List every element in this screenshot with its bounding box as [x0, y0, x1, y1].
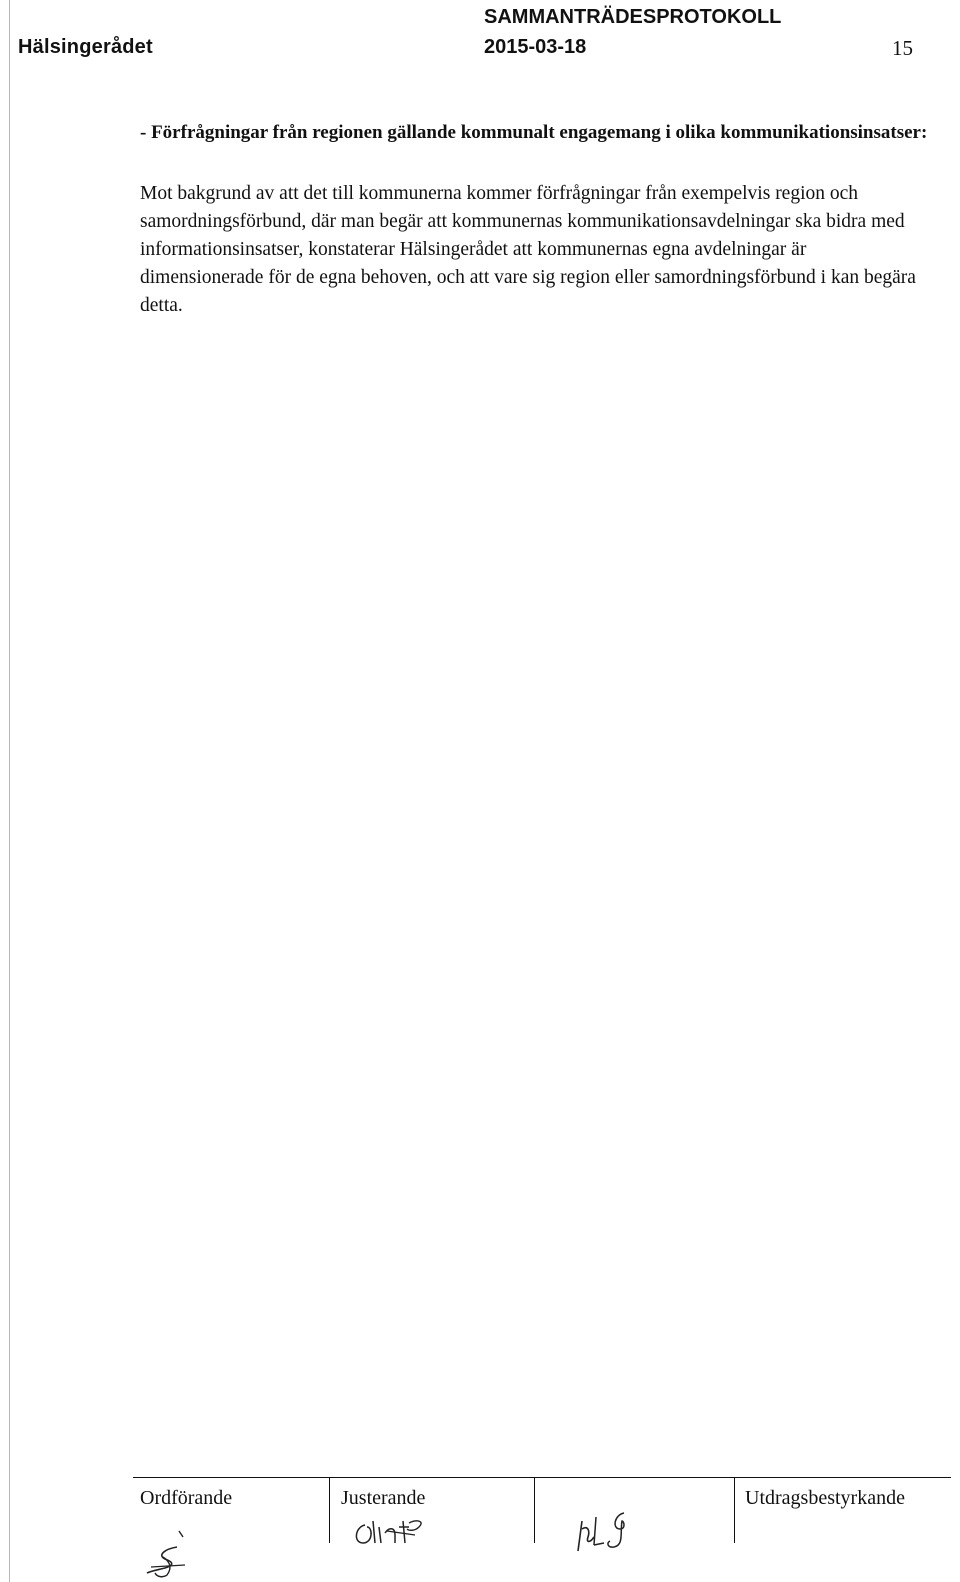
organization-name: Hälsingerådet [18, 36, 153, 58]
adjuster-signature-cell [329, 1477, 534, 1582]
adjuster-second-signature-cell [534, 1477, 734, 1582]
adjuster-second-signature [564, 1507, 644, 1557]
meeting-date: 2015-03-18 [484, 36, 587, 58]
chair-signature [143, 1527, 193, 1579]
extract-label: Utdragsbestyrkande [745, 1487, 905, 1509]
page-number: 15 [892, 36, 913, 60]
page-edge [9, 0, 10, 1582]
agenda-item-heading: - Förfrågningar från regionen gällande kommunalt engagemang i olika kommunikationsinsatser: [140, 122, 928, 143]
agenda-item [140, 120, 930, 320]
chair-label: Ordförande [140, 1487, 233, 1509]
adjuster-signature [343, 1513, 443, 1553]
signature-footer [133, 1477, 951, 1582]
document-type: SAMMANTRÄDESPROTOKOLL [484, 6, 782, 28]
chair-signature-cell [133, 1477, 329, 1582]
agenda-item-body: Mot bakgrund av att det till kommunerna kommer förfrågningar från exempelvis region och samordningsförbund, där man begär att kommunernas kommunikationsavdelningar ska bidra med informationsinsatser, konstaterar Hälsingerådet att kommunernas egna avdelningar är dimensionerade för de egna behoven, och att vare sig region eller samordningsförbund i kan begära detta. [140, 183, 916, 316]
extract-signature-cell [734, 1477, 951, 1582]
page-header [0, 6, 960, 66]
adjuster-label: Justerande [341, 1487, 426, 1509]
